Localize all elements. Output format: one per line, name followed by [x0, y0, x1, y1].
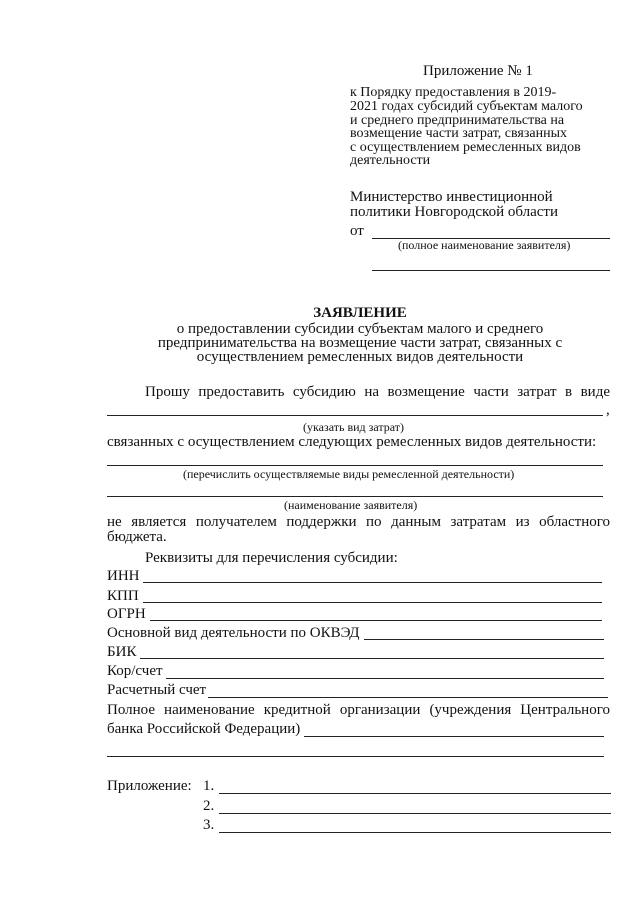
activities-field-line[interactable] [107, 465, 603, 466]
statement-subtitle-1: о предоставлении субсидии субъектам малого и среднего [176, 321, 544, 337]
activities-caption: (перечислить осуществляемые виды ремесленной деятельности) [183, 467, 515, 481]
appendix-ref-line-5: с осуществлением ремесленных видов [350, 140, 581, 155]
cost-type-line[interactable] [107, 415, 603, 416]
appendix-title: Приложение № 1 [423, 63, 533, 79]
applicant-field-line[interactable] [107, 496, 603, 497]
bank-line-1: Полное наименование кредитной организации (учреждения Центрального [107, 702, 610, 718]
kpp-field-line[interactable] [143, 602, 602, 603]
applicant-caption: (наименование заявителя) [284, 498, 418, 512]
bank-field-line-2[interactable] [107, 756, 604, 757]
bik-label: БИК [107, 644, 137, 660]
request-line: Прошу предоставить субсидию на возмещение части затрат в виде [145, 384, 610, 400]
account-field-line[interactable] [208, 697, 608, 698]
cost-caption: (указать вид затрат) [303, 420, 405, 434]
inn-field-line[interactable] [143, 582, 602, 583]
account-label: Расчетный счет [107, 682, 207, 698]
appendix-ref-line-4: возмещение части затрат, связанных [350, 126, 567, 141]
kpp-label: КПП [107, 588, 139, 604]
attachments-label: Приложение: [107, 778, 192, 794]
statement-subtitle-3: осуществлением ремесленных видов деятельности [196, 349, 524, 365]
from-field-line-2[interactable] [372, 270, 610, 271]
okved-field-line[interactable] [364, 639, 604, 640]
requisites-title: Реквизиты для перечисления субсидии: [145, 550, 398, 566]
appendix-ref-line-1: к Порядку предоставления в 2019- [350, 85, 557, 100]
okved-label: Основной вид деятельности по ОКВЭД [107, 625, 360, 641]
ogrn-label: ОГРН [107, 606, 146, 622]
from-label: от [350, 223, 364, 239]
appendix-ref-line-2: 2021 годах субсидий субъектам малого [350, 99, 583, 114]
attachment-field-line-2[interactable] [219, 813, 611, 814]
addressee-line-2: политики Новгородской области [350, 204, 558, 220]
activities-line: связанных с осуществлением следующих ремесленных видов деятельности: [107, 434, 597, 450]
statement-subtitle-2: предпринимательства на возмещение части затрат, связанных с [157, 335, 563, 351]
attachment-number-3: 3. [203, 817, 215, 833]
comma: , [606, 402, 610, 418]
kor-field-line[interactable] [166, 678, 604, 679]
addressee-line-1: Министерство инвестиционной [350, 189, 553, 205]
from-caption: (полное наименование заявителя) [398, 238, 571, 252]
not-recipient-line-1: не является получателем поддержки по данным затратам из областного [107, 514, 610, 530]
inn-label: ИНН [107, 568, 140, 584]
appendix-ref-line-3: и среднего предпринимательства на [350, 113, 565, 128]
attachment-number-2: 2. [203, 798, 215, 814]
kor-label: Кор/счет [107, 663, 163, 679]
ogrn-field-line[interactable] [150, 620, 602, 621]
not-recipient-line-2: бюджета. [107, 529, 167, 545]
appendix-ref-line-6: деятельности [350, 153, 431, 168]
bank-field-line[interactable] [304, 736, 604, 737]
bik-field-line[interactable] [140, 658, 604, 659]
attachment-number-1: 1. [203, 778, 215, 794]
statement-title: ЗАЯВЛЕНИЕ [313, 305, 407, 321]
attachment-field-line-1[interactable] [219, 793, 611, 794]
bank-line-2: банка Российской Федерации) [107, 721, 301, 737]
attachment-field-line-3[interactable] [219, 832, 611, 833]
